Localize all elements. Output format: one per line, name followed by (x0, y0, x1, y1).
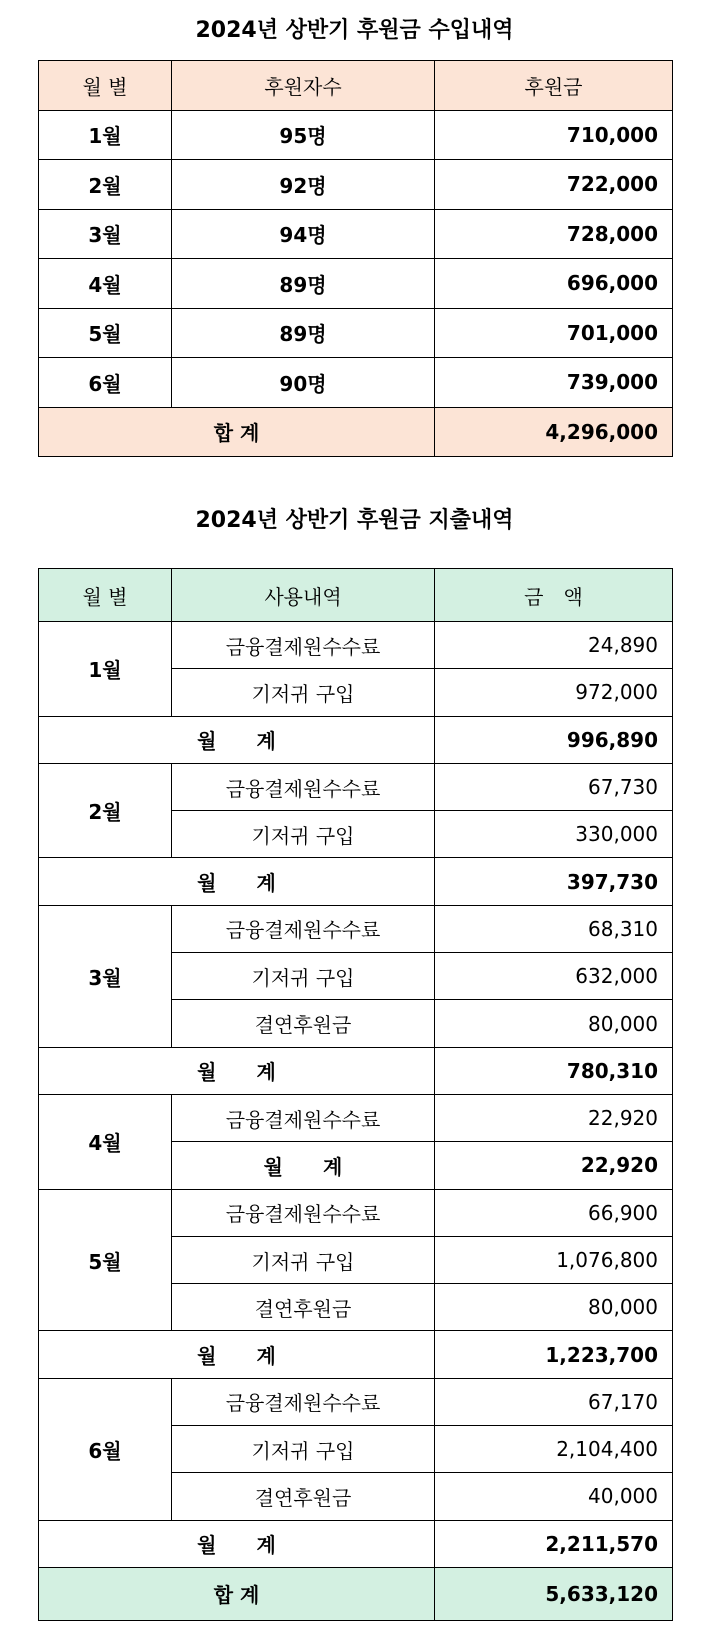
income-donors: 95명 (172, 110, 435, 160)
expense-desc: 기저귀 구입 (172, 953, 435, 1000)
income-title: 2024년 상반기 후원금 수입내역 (195, 18, 514, 43)
income-donors: 89명 (172, 308, 435, 358)
income-header-row (39, 61, 673, 111)
expense-desc: 기저귀 구입 (172, 669, 435, 716)
income-amount: 701,000 (435, 308, 673, 358)
expense-header-month: 월 별 (39, 569, 172, 622)
income-month: 3월 (39, 209, 172, 259)
income-total-row (39, 407, 673, 457)
subtotal-label: 월 계 (172, 1142, 435, 1189)
income-donors: 94명 (172, 209, 435, 259)
income-header-donors: 후원자수 (172, 61, 435, 111)
expense-desc: 결연후원금 (172, 1473, 435, 1520)
income-table (38, 60, 673, 457)
income-donors: 92명 (172, 160, 435, 210)
subtotal-row (39, 1331, 673, 1378)
expense-month: 1월 (39, 622, 172, 717)
expense-header-amount: 금 액 (435, 569, 673, 622)
expense-total-row (39, 1567, 673, 1620)
table-row (39, 110, 673, 160)
table-row (39, 1378, 673, 1425)
income-month: 6월 (39, 358, 172, 408)
expense-amount: 1,076,800 (435, 1236, 673, 1283)
expense-header-row (39, 569, 673, 622)
expense-total-label: 합 계 (39, 1567, 435, 1620)
table-row (39, 308, 673, 358)
income-amount: 739,000 (435, 358, 673, 408)
expense-total-amount: 5,633,120 (435, 1567, 673, 1620)
expense-amount: 24,890 (435, 622, 673, 669)
expense-amount: 632,000 (435, 953, 673, 1000)
income-total-label: 합 계 (39, 407, 435, 457)
expense-title: 2024년 상반기 후원금 지출내역 (195, 508, 514, 533)
table-row (39, 1094, 673, 1141)
expense-amount: 22,920 (435, 1094, 673, 1141)
expense-desc: 금융결제원수수료 (172, 763, 435, 810)
subtotal-label: 월 계 (39, 858, 435, 905)
subtotal-amount: 397,730 (435, 858, 673, 905)
subtotal-label: 월 계 (39, 1047, 435, 1094)
expense-amount: 330,000 (435, 811, 673, 858)
expense-month: 5월 (39, 1189, 172, 1331)
table-row (39, 622, 673, 669)
subtotal-amount: 996,890 (435, 716, 673, 763)
expense-desc: 금융결제원수수료 (172, 1189, 435, 1236)
subtotal-row (39, 858, 673, 905)
subtotal-label: 월 계 (39, 1520, 435, 1567)
expense-month: 4월 (39, 1094, 172, 1189)
income-total-amount: 4,296,000 (435, 407, 673, 457)
table-row (39, 763, 673, 810)
subtotal-row (39, 716, 673, 763)
table-row (39, 1189, 673, 1236)
expense-header-desc: 사용내역 (172, 569, 435, 622)
income-month: 5월 (39, 308, 172, 358)
table-row (39, 358, 673, 408)
expense-amount: 68,310 (435, 905, 673, 952)
expense-amount: 80,000 (435, 1000, 673, 1047)
expense-desc: 금융결제원수수료 (172, 1378, 435, 1425)
expense-month: 6월 (39, 1378, 172, 1520)
expense-month: 3월 (39, 905, 172, 1047)
subtotal-row (39, 1520, 673, 1567)
expense-amount: 972,000 (435, 669, 673, 716)
income-amount: 728,000 (435, 209, 673, 259)
subtotal-label: 월 계 (39, 716, 435, 763)
table-row (39, 259, 673, 309)
income-header-amount: 후원금 (435, 61, 673, 111)
expense-desc: 결연후원금 (172, 1284, 435, 1331)
table-row (39, 905, 673, 952)
income-month: 4월 (39, 259, 172, 309)
income-month: 1월 (39, 110, 172, 160)
expense-desc: 금융결제원수수료 (172, 622, 435, 669)
income-donors: 90명 (172, 358, 435, 408)
expense-amount: 67,730 (435, 763, 673, 810)
expense-month: 2월 (39, 763, 172, 858)
expense-amount: 80,000 (435, 1284, 673, 1331)
subtotal-amount: 22,920 (435, 1142, 673, 1189)
income-header-month: 월 별 (39, 61, 172, 111)
expense-desc: 금융결제원수수료 (172, 1094, 435, 1141)
subtotal-amount: 1,223,700 (435, 1331, 673, 1378)
subtotal-amount: 780,310 (435, 1047, 673, 1094)
expense-desc: 기저귀 구입 (172, 811, 435, 858)
subtotal-amount: 2,211,570 (435, 1520, 673, 1567)
expense-desc: 금융결제원수수료 (172, 905, 435, 952)
table-row (39, 160, 673, 210)
expense-desc: 기저귀 구입 (172, 1236, 435, 1283)
expense-desc: 결연후원금 (172, 1000, 435, 1047)
income-amount: 710,000 (435, 110, 673, 160)
income-donors: 89명 (172, 259, 435, 309)
expense-amount: 40,000 (435, 1473, 673, 1520)
expense-desc: 기저귀 구입 (172, 1426, 435, 1473)
expense-amount: 67,170 (435, 1378, 673, 1425)
table-row (39, 209, 673, 259)
income-amount: 722,000 (435, 160, 673, 210)
income-month: 2월 (39, 160, 172, 210)
subtotal-row (39, 1047, 673, 1094)
expense-amount: 2,104,400 (435, 1426, 673, 1473)
expense-table (38, 568, 673, 1621)
expense-amount: 66,900 (435, 1189, 673, 1236)
income-amount: 696,000 (435, 259, 673, 309)
subtotal-label: 월 계 (39, 1331, 435, 1378)
